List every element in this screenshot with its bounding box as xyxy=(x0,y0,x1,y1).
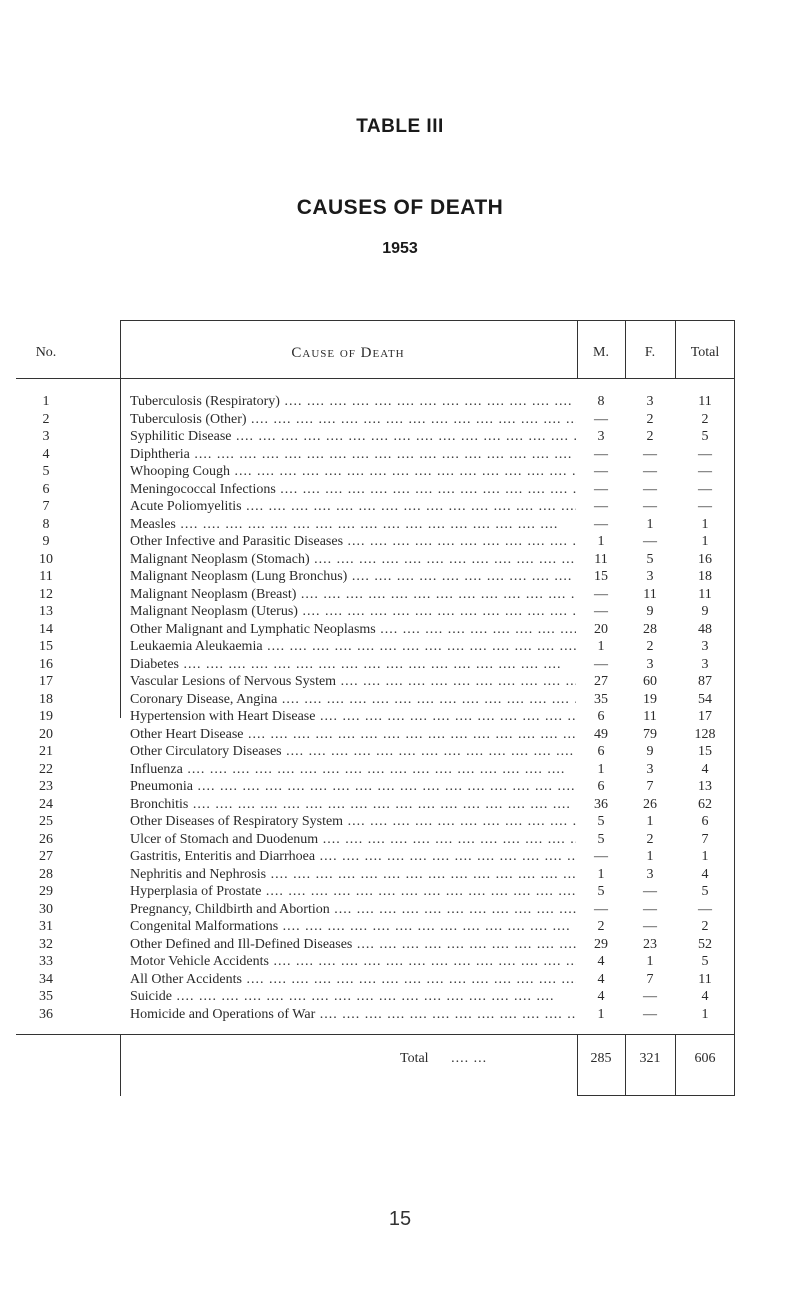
female-count: 28 xyxy=(643,621,657,637)
male-count: 1 xyxy=(597,1006,605,1022)
cause-name: Coronary Disease, Angina .... xyxy=(130,691,576,708)
total-count: 4 xyxy=(701,866,709,882)
totals-bottom-rule xyxy=(578,1095,734,1096)
row-number: 13 xyxy=(39,604,53,619)
cause-name: Syphilitic Disease .... xyxy=(130,428,576,445)
female-count: 19 xyxy=(643,691,657,707)
total-count: 5 xyxy=(701,884,709,899)
totals-male: 285 xyxy=(590,1051,612,1066)
cause-name: Pregnancy, Childbirth and Abortion .... xyxy=(130,901,576,918)
total-count: 17 xyxy=(698,709,712,724)
cause-name: All Other Accidents .... xyxy=(130,971,576,988)
total-count: 13 xyxy=(698,779,712,794)
row-number: 21 xyxy=(39,744,53,759)
total-count: 5 xyxy=(701,429,709,444)
total-count: 3 xyxy=(701,656,709,672)
female-count: 9 xyxy=(646,604,654,619)
row-number: 19 xyxy=(39,709,53,724)
cause-name: Diphtheria .... xyxy=(130,446,576,463)
row-number: 30 xyxy=(39,901,53,917)
cause-name: Measles .... xyxy=(130,516,576,533)
female-count: 3 xyxy=(646,656,654,672)
row-number: 36 xyxy=(39,1006,53,1022)
total-count: 11 xyxy=(698,586,712,602)
row-number: 3 xyxy=(42,429,50,444)
cause-name: Malignant Neoplasm (Uterus) .... xyxy=(130,603,576,620)
cause-name: Other Diseases of Respiratory System .... xyxy=(130,813,576,830)
male-count: 3 xyxy=(597,429,605,444)
row-number: 4 xyxy=(42,446,50,462)
cause-name: Diabetes .... xyxy=(130,656,576,673)
row-number: 26 xyxy=(39,831,53,847)
cause-name: Influenza .... xyxy=(130,761,576,778)
row-number: 8 xyxy=(42,516,50,532)
cause-name: Nephritis and Nephrosis .... xyxy=(130,866,576,883)
female-count: 7 xyxy=(646,971,654,987)
row-number: 33 xyxy=(39,954,53,969)
total-count: 18 xyxy=(698,569,712,584)
cause-name: Malignant Neoplasm (Lung Bronchus) .... xyxy=(130,568,576,585)
totals-label: Total .... ... xyxy=(400,1051,488,1066)
total-count: — xyxy=(698,481,712,497)
female-count: — xyxy=(643,919,657,934)
male-count: 5 xyxy=(597,831,605,847)
total-count: 3 xyxy=(701,639,709,654)
row-number: 22 xyxy=(39,761,53,777)
female-count: — xyxy=(643,901,657,917)
row-number: 1 xyxy=(42,394,50,409)
female-count: 7 xyxy=(646,779,654,794)
row-number: 18 xyxy=(39,691,53,707)
total-count: 11 xyxy=(698,394,712,409)
female-count: — xyxy=(643,534,657,549)
male-count: — xyxy=(594,499,608,514)
female-count: — xyxy=(643,989,657,1004)
total-count: 2 xyxy=(701,411,709,427)
male-count: 27 xyxy=(594,674,608,689)
totals-total: 606 xyxy=(694,1051,716,1066)
total-count: 4 xyxy=(701,761,709,777)
row-number: 28 xyxy=(39,866,53,882)
row-number: 32 xyxy=(39,936,53,952)
male-count: 1 xyxy=(597,534,605,549)
male-count: 15 xyxy=(594,569,608,584)
female-count: 3 xyxy=(646,866,654,882)
cause-name: Vascular Lesions of Nervous System .... xyxy=(130,673,576,690)
female-count: 3 xyxy=(646,569,654,584)
total-count: 48 xyxy=(698,621,712,637)
row-number: 27 xyxy=(39,849,53,864)
table-top-rule xyxy=(120,320,734,321)
cause-name: Motor Vehicle Accidents .... xyxy=(130,953,576,970)
male-count: — xyxy=(594,411,608,427)
header-bottom-rule xyxy=(16,378,734,379)
row-number: 24 xyxy=(39,796,53,812)
total-count: 54 xyxy=(698,691,712,707)
total-count: — xyxy=(698,901,712,917)
total-count: 15 xyxy=(698,744,712,759)
row-number: 17 xyxy=(39,674,53,689)
male-count: — xyxy=(594,516,608,532)
male-count: 20 xyxy=(594,621,608,637)
row-number: 2 xyxy=(42,411,50,427)
column-header-total: Total xyxy=(690,345,720,360)
female-count: 2 xyxy=(646,831,654,847)
total-count: 7 xyxy=(701,831,709,847)
row-number: 35 xyxy=(39,989,53,1004)
total-count: 5 xyxy=(701,954,709,969)
total-count: 52 xyxy=(698,936,712,952)
cause-name: Acute Poliomyelitis .... xyxy=(130,498,576,515)
totals-female: 321 xyxy=(639,1051,661,1066)
female-count: 9 xyxy=(646,744,654,759)
row-number: 15 xyxy=(39,639,53,654)
cause-name: Other Defined and Ill-Defined Diseases .... xyxy=(130,936,576,953)
male-count: — xyxy=(594,481,608,497)
male-count: 6 xyxy=(597,744,605,759)
female-count: 26 xyxy=(643,796,657,812)
row-number: 23 xyxy=(39,779,53,794)
female-count: 1 xyxy=(646,516,654,532)
female-count: 1 xyxy=(646,954,654,969)
total-count: 11 xyxy=(698,971,712,987)
male-count: 11 xyxy=(594,551,608,567)
row-number: 10 xyxy=(39,551,53,567)
total-count: — xyxy=(698,499,712,514)
male-count: 29 xyxy=(594,936,608,952)
cause-name: Hypertension with Heart Disease .... xyxy=(130,708,576,725)
male-count: 2 xyxy=(597,919,605,934)
male-count: 5 xyxy=(597,814,605,829)
male-count: 36 xyxy=(594,796,608,812)
total-count: — xyxy=(698,464,712,479)
female-count: 3 xyxy=(646,394,654,409)
cause-name: Homicide and Operations of War .... xyxy=(130,1006,576,1023)
male-count: 49 xyxy=(594,726,608,742)
row-number: 7 xyxy=(42,499,50,514)
male-count: 6 xyxy=(597,709,605,724)
male-count: — xyxy=(594,656,608,672)
male-count: 5 xyxy=(597,884,605,899)
table-right-rule xyxy=(734,320,735,1096)
table-label: TABLE III xyxy=(356,116,444,137)
total-count: 6 xyxy=(701,814,709,829)
male-count: 4 xyxy=(597,954,605,969)
male-count: 4 xyxy=(597,971,605,987)
row-number: 16 xyxy=(39,656,53,672)
row-number: 31 xyxy=(39,919,53,934)
row-number: 11 xyxy=(39,569,53,584)
male-count: — xyxy=(594,446,608,462)
cause-name: Leukaemia Aleukaemia .... xyxy=(130,638,576,655)
cause-name: Bronchitis .... xyxy=(130,796,576,813)
cause-name: Other Malignant and Lymphatic Neoplasms .... xyxy=(130,621,576,638)
male-count: — xyxy=(594,849,608,864)
page-number: 15 xyxy=(388,1208,412,1230)
row-number: 29 xyxy=(39,884,53,899)
cause-name: Tuberculosis (Other) .... xyxy=(130,411,576,428)
cause-name: Gastritis, Enteritis and Diarrhoea .... xyxy=(130,848,576,865)
cause-name: Other Infective and Parasitic Diseases .... xyxy=(130,533,576,550)
female-count: 3 xyxy=(646,761,654,777)
female-count: 1 xyxy=(646,814,654,829)
male-count: 1 xyxy=(597,761,605,777)
column-header-female: F. xyxy=(644,345,656,360)
total-count: 16 xyxy=(698,551,712,567)
female-count: — xyxy=(643,884,657,899)
male-count: — xyxy=(594,464,608,479)
cause-name: Meningococcal Infections .... xyxy=(130,481,576,498)
male-count: 4 xyxy=(597,989,605,1004)
female-count: 79 xyxy=(643,726,657,742)
column-header-cause: Cause of Death xyxy=(291,345,405,361)
cause-name: Hyperplasia of Prostate .... xyxy=(130,883,576,900)
row-number: 9 xyxy=(42,534,50,549)
table-title: CAUSES OF DEATH xyxy=(296,196,504,219)
total-count: 62 xyxy=(698,796,712,812)
row-number: 6 xyxy=(42,481,50,497)
cause-name: Other Heart Disease .... xyxy=(130,726,576,743)
female-count: 1 xyxy=(646,849,654,864)
total-count: 1 xyxy=(701,849,709,864)
row-number: 34 xyxy=(39,971,53,987)
female-count: — xyxy=(643,446,657,462)
cause-name: Suicide .... xyxy=(130,988,576,1005)
cause-name: Congenital Malformations .... xyxy=(130,918,576,935)
total-count: 128 xyxy=(694,726,716,742)
cause-name: Malignant Neoplasm (Stomach) .... xyxy=(130,551,576,568)
male-count: 6 xyxy=(597,779,605,794)
column-header-no: No. xyxy=(35,345,57,360)
female-count: 5 xyxy=(646,551,654,567)
total-count: — xyxy=(698,446,712,462)
row-number: 20 xyxy=(39,726,53,742)
female-count: — xyxy=(643,499,657,514)
total-count: 1 xyxy=(701,1006,709,1022)
cause-name: Pneumonia .... xyxy=(130,778,576,795)
female-count: 60 xyxy=(643,674,657,689)
row-number: 12 xyxy=(39,586,53,602)
row-number: 5 xyxy=(42,464,50,479)
cause-name: Malignant Neoplasm (Breast) .... xyxy=(130,586,576,603)
totals-top-rule xyxy=(16,1034,734,1035)
cause-name: Other Circulatory Diseases .... xyxy=(130,743,576,760)
table-year: 1953 xyxy=(382,240,418,257)
male-count: — xyxy=(594,901,608,917)
cause-name: Whooping Cough .... xyxy=(130,463,576,480)
male-count: 8 xyxy=(597,394,605,409)
male-count: — xyxy=(594,586,608,602)
female-count: 2 xyxy=(646,411,654,427)
female-count: 11 xyxy=(643,709,657,724)
total-count: 87 xyxy=(698,674,712,689)
total-count: 4 xyxy=(701,989,709,1004)
female-count: — xyxy=(643,481,657,497)
cause-name: Ulcer of Stomach and Duodenum .... xyxy=(130,831,576,848)
female-count: — xyxy=(643,464,657,479)
male-count: 35 xyxy=(594,691,608,707)
female-count: 11 xyxy=(643,586,657,602)
female-count: 2 xyxy=(646,639,654,654)
male-count: — xyxy=(594,604,608,619)
male-count: 1 xyxy=(597,639,605,654)
total-count: 9 xyxy=(701,604,709,619)
male-count: 1 xyxy=(597,866,605,882)
row-number: 14 xyxy=(39,621,53,637)
total-count: 2 xyxy=(701,919,709,934)
female-count: 23 xyxy=(643,936,657,952)
col-divider-no xyxy=(120,320,121,718)
female-count: 2 xyxy=(646,429,654,444)
cause-name: Tuberculosis (Respiratory) .... xyxy=(130,393,576,410)
female-count: — xyxy=(643,1006,657,1022)
total-count: 1 xyxy=(701,534,709,549)
column-header-male: M. xyxy=(593,345,609,360)
row-number: 25 xyxy=(39,814,53,829)
total-count: 1 xyxy=(701,516,709,532)
col-divider-no-lower xyxy=(120,1034,121,1096)
